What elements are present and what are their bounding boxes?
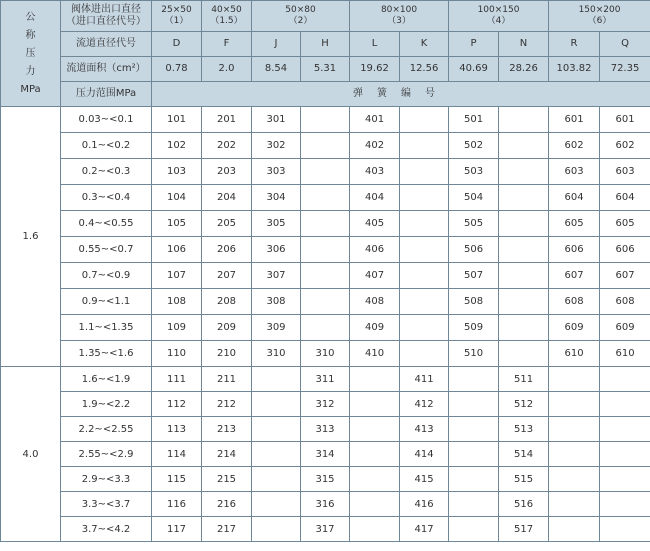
spring-number-cell: 311 <box>301 367 350 392</box>
spring-number-cell: 416 <box>400 492 449 517</box>
spring-number-cell: 409 <box>350 315 400 341</box>
spring-number-cell: 511 <box>499 367 549 392</box>
spring-number-cell <box>499 211 549 237</box>
pressure-range-cell: 2.55~<2.9 <box>61 442 152 467</box>
spring-number-cell: 508 <box>449 289 499 315</box>
spring-number-cell: 405 <box>350 211 400 237</box>
spring-number-cell <box>400 237 449 263</box>
flow-area: 72.35 <box>600 57 650 82</box>
spring-number-cell: 412 <box>400 392 449 417</box>
flow-code: H <box>301 32 350 57</box>
spring-number-cell: 210 <box>202 341 252 367</box>
pressure-range-cell: 0.03~<0.1 <box>61 107 152 133</box>
table-row <box>1 442 650 467</box>
table-row <box>1 159 650 185</box>
spring-number-cell: 510 <box>449 341 499 367</box>
spring-number-cell: 104 <box>152 185 202 211</box>
spring-number-cell: 515 <box>499 467 549 492</box>
spring-number-cell: 403 <box>350 159 400 185</box>
spring-number-cell <box>400 289 449 315</box>
spring-number-cell: 414 <box>400 442 449 467</box>
spring-number-cell <box>301 315 350 341</box>
spring-number-cell: 602 <box>549 133 600 159</box>
pressure-range-cell: 0.3~<0.4 <box>61 185 152 211</box>
pressure-range-cell: 3.7~<4.2 <box>61 517 152 542</box>
spring-number-cell <box>499 263 549 289</box>
spring-number-cell: 505 <box>449 211 499 237</box>
spring-number-cell: 602 <box>600 133 650 159</box>
nominal-pressure-value: 1.6 <box>1 107 61 367</box>
spring-number-cell <box>350 492 400 517</box>
spring-number-cell: 313 <box>301 417 350 442</box>
body-port-header: 阀体进出口直径 （进口直径代号） <box>61 1 152 32</box>
spring-number-cell: 606 <box>600 237 650 263</box>
spring-number-cell <box>549 442 600 467</box>
port-group-3: 80×100 （3） <box>350 1 449 32</box>
table-row <box>1 237 650 263</box>
spring-number-cell: 506 <box>449 237 499 263</box>
pressure-range-cell: 0.9~<1.1 <box>61 289 152 315</box>
spring-number-cell: 513 <box>499 417 549 442</box>
table-row <box>1 315 650 341</box>
pressure-range-cell: 1.1~<1.35 <box>61 315 152 341</box>
spring-number-cell <box>449 517 499 542</box>
table-row <box>1 392 650 417</box>
spring-number-cell: 202 <box>202 133 252 159</box>
flow-code: L <box>350 32 400 57</box>
flow-code: D <box>152 32 202 57</box>
spring-number-cell: 402 <box>350 133 400 159</box>
spring-number-cell: 306 <box>252 237 301 263</box>
spring-number-cell: 512 <box>499 392 549 417</box>
flow-code: K <box>400 32 449 57</box>
spring-number-cell: 507 <box>449 263 499 289</box>
spring-number-cell <box>400 107 449 133</box>
spring-number-cell: 514 <box>499 442 549 467</box>
spring-number-cell: 216 <box>202 492 252 517</box>
spring-number-cell <box>301 133 350 159</box>
spring-number-cell <box>600 492 650 517</box>
spring-number-cell <box>499 289 549 315</box>
spring-number-cell <box>549 517 600 542</box>
spring-number-cell <box>499 185 549 211</box>
spring-number-cell: 604 <box>549 185 600 211</box>
spring-number-cell: 116 <box>152 492 202 517</box>
spring-number-cell <box>400 211 449 237</box>
spring-number-label: 弹簧编号 <box>152 82 650 107</box>
pressure-range-cell: 1.9~<2.2 <box>61 392 152 417</box>
nominal-pressure-header: 公 称 压 力 MPa <box>1 1 61 107</box>
spring-number-cell: 317 <box>301 517 350 542</box>
spring-number-cell <box>350 467 400 492</box>
spring-number-cell <box>252 367 301 392</box>
spring-number-cell: 111 <box>152 367 202 392</box>
spring-number-cell: 208 <box>202 289 252 315</box>
spring-number-cell: 103 <box>152 159 202 185</box>
spring-number-cell: 605 <box>549 211 600 237</box>
table-row <box>1 185 650 211</box>
table-row <box>1 517 650 542</box>
spring-number-cell: 608 <box>549 289 600 315</box>
spring-number-cell: 112 <box>152 392 202 417</box>
spring-number-cell: 307 <box>252 263 301 289</box>
spring-number-cell: 203 <box>202 159 252 185</box>
flow-area-label: 流道面积（cm²） <box>61 57 152 82</box>
table-row <box>1 492 650 517</box>
spring-number-cell: 607 <box>549 263 600 289</box>
pressure-range-label: 压力范围MPa <box>61 82 152 107</box>
flow-area: 0.78 <box>152 57 202 82</box>
spring-number-cell <box>449 492 499 517</box>
spring-number-cell: 214 <box>202 442 252 467</box>
spring-number-cell <box>499 159 549 185</box>
pressure-range-cell: 2.2~<2.55 <box>61 417 152 442</box>
spring-number-cell <box>549 392 600 417</box>
spring-number-cell <box>350 392 400 417</box>
spring-number-cell: 609 <box>549 315 600 341</box>
spring-number-cell: 314 <box>301 442 350 467</box>
spring-number-cell <box>252 417 301 442</box>
spring-number-cell: 601 <box>600 107 650 133</box>
table-row <box>1 133 650 159</box>
flow-area: 8.54 <box>252 57 301 82</box>
spring-number-cell: 204 <box>202 185 252 211</box>
flow-code: J <box>252 32 301 57</box>
spring-number-cell: 102 <box>152 133 202 159</box>
table-row <box>1 417 650 442</box>
flow-area: 2.0 <box>202 57 252 82</box>
spring-number-cell <box>252 467 301 492</box>
spring-number-cell: 105 <box>152 211 202 237</box>
spring-number-cell: 110 <box>152 341 202 367</box>
table-body <box>1 107 650 542</box>
spring-number-cell: 217 <box>202 517 252 542</box>
port-group-2: 50×80 （2） <box>252 1 350 32</box>
flow-area: 12.56 <box>400 57 449 82</box>
spring-number-cell: 207 <box>202 263 252 289</box>
spring-number-cell: 503 <box>449 159 499 185</box>
spring-number-cell <box>301 289 350 315</box>
spring-number-cell: 604 <box>600 185 650 211</box>
pressure-range-cell: 0.2~<0.3 <box>61 159 152 185</box>
spring-number-cell <box>449 467 499 492</box>
spring-number-cell <box>252 517 301 542</box>
flow-area: 103.82 <box>549 57 600 82</box>
spring-number-cell <box>301 159 350 185</box>
spring-number-cell: 603 <box>600 159 650 185</box>
spring-number-cell <box>400 159 449 185</box>
spring-number-cell: 517 <box>499 517 549 542</box>
flow-code-label: 流道直径代号 <box>61 32 152 57</box>
spring-number-cell <box>549 367 600 392</box>
spring-number-cell: 212 <box>202 392 252 417</box>
spring-number-cell <box>350 367 400 392</box>
nominal-pressure-value: 4.0 <box>1 367 61 542</box>
spring-number-cell <box>301 107 350 133</box>
spring-number-cell: 305 <box>252 211 301 237</box>
spring-number-cell <box>252 492 301 517</box>
spring-number-cell: 501 <box>449 107 499 133</box>
spring-number-cell: 206 <box>202 237 252 263</box>
pressure-range-cell: 0.1~<0.2 <box>61 133 152 159</box>
spring-number-cell <box>499 341 549 367</box>
spring-number-cell: 413 <box>400 417 449 442</box>
table-row <box>1 211 650 237</box>
flow-code: R <box>549 32 600 57</box>
pressure-range-cell: 0.55~<0.7 <box>61 237 152 263</box>
spring-number-cell: 312 <box>301 392 350 417</box>
spring-number-cell <box>301 211 350 237</box>
spring-number-cell: 610 <box>549 341 600 367</box>
port-group-6: 150×200 （6） <box>549 1 650 32</box>
spring-number-cell: 213 <box>202 417 252 442</box>
spring-number-cell: 601 <box>549 107 600 133</box>
spring-number-cell: 315 <box>301 467 350 492</box>
spring-number-cell <box>400 263 449 289</box>
spring-number-cell: 417 <box>400 517 449 542</box>
spring-number-cell <box>350 442 400 467</box>
spring-number-cell: 504 <box>449 185 499 211</box>
spring-number-cell <box>549 417 600 442</box>
spring-number-cell: 106 <box>152 237 202 263</box>
spring-number-cell: 302 <box>252 133 301 159</box>
spring-number-cell: 304 <box>252 185 301 211</box>
spring-number-cell <box>350 517 400 542</box>
pressure-range-cell: 0.4~<0.55 <box>61 211 152 237</box>
spring-number-cell: 107 <box>152 263 202 289</box>
spring-number-cell: 516 <box>499 492 549 517</box>
spring-number-cell <box>600 467 650 492</box>
spring-number-cell <box>449 392 499 417</box>
spring-number-cell: 113 <box>152 417 202 442</box>
table-row <box>1 107 650 133</box>
spring-number-cell: 605 <box>600 211 650 237</box>
spring-number-cell: 509 <box>449 315 499 341</box>
flow-area: 19.62 <box>350 57 400 82</box>
table-row <box>1 263 650 289</box>
spring-number-cell: 201 <box>202 107 252 133</box>
spring-number-cell: 609 <box>600 315 650 341</box>
spring-number-cell <box>549 467 600 492</box>
spring-number-cell <box>600 367 650 392</box>
spring-number-cell: 209 <box>202 315 252 341</box>
spring-number-cell: 215 <box>202 467 252 492</box>
spring-number-cell: 316 <box>301 492 350 517</box>
spring-number-cell: 607 <box>600 263 650 289</box>
spring-number-cell: 205 <box>202 211 252 237</box>
flow-code: P <box>449 32 499 57</box>
spring-number-cell <box>499 107 549 133</box>
table-row <box>1 341 650 367</box>
spring-number-cell <box>400 341 449 367</box>
pressure-range-cell: 1.6~<1.9 <box>61 367 152 392</box>
spring-number-cell <box>252 442 301 467</box>
spring-number-cell: 606 <box>549 237 600 263</box>
spring-number-cell: 309 <box>252 315 301 341</box>
spring-number-cell <box>400 133 449 159</box>
spring-number-cell: 308 <box>252 289 301 315</box>
flow-area: 5.31 <box>301 57 350 82</box>
spring-number-cell <box>350 417 400 442</box>
spring-number-cell: 303 <box>252 159 301 185</box>
spring-number-cell <box>400 315 449 341</box>
spring-number-cell <box>499 237 549 263</box>
spring-number-cell <box>600 392 650 417</box>
spring-number-cell: 211 <box>202 367 252 392</box>
spring-number-cell: 408 <box>350 289 400 315</box>
spring-number-cell <box>600 442 650 467</box>
spring-number-cell: 415 <box>400 467 449 492</box>
spring-number-cell <box>600 517 650 542</box>
spring-number-cell: 310 <box>301 341 350 367</box>
table-row <box>1 467 650 492</box>
spring-number-cell: 410 <box>350 341 400 367</box>
spring-number-cell <box>301 263 350 289</box>
spring-number-cell: 404 <box>350 185 400 211</box>
pressure-range-cell: 0.7~<0.9 <box>61 263 152 289</box>
spring-number-cell: 301 <box>252 107 301 133</box>
flow-area: 28.26 <box>499 57 549 82</box>
table-row <box>1 367 650 392</box>
spring-number-cell <box>449 367 499 392</box>
pressure-range-cell: 1.35~<1.6 <box>61 341 152 367</box>
port-group-1-5: 40×50 （1.5） <box>202 1 252 32</box>
flow-code: N <box>499 32 549 57</box>
spring-number-cell <box>499 133 549 159</box>
spring-number-cell <box>252 392 301 417</box>
flow-code: F <box>202 32 252 57</box>
spring-number-cell: 109 <box>152 315 202 341</box>
spring-number-cell <box>449 442 499 467</box>
spring-number-cell: 610 <box>600 341 650 367</box>
spring-number-cell: 101 <box>152 107 202 133</box>
pressure-range-cell: 3.3~<3.7 <box>61 492 152 517</box>
spring-number-cell <box>301 237 350 263</box>
spring-number-cell: 115 <box>152 467 202 492</box>
spring-number-cell: 108 <box>152 289 202 315</box>
spring-number-cell <box>400 185 449 211</box>
port-group-4: 100×150 （4） <box>449 1 549 32</box>
port-group-1: 25×50 （1） <box>152 1 202 32</box>
spring-number-cell <box>449 417 499 442</box>
spring-number-cell: 401 <box>350 107 400 133</box>
spring-number-cell: 117 <box>152 517 202 542</box>
table-row <box>1 289 650 315</box>
pressure-range-cell: 2.9~<3.3 <box>61 467 152 492</box>
spring-number-cell: 310 <box>252 341 301 367</box>
spring-number-cell: 603 <box>549 159 600 185</box>
spring-number-cell: 407 <box>350 263 400 289</box>
flow-area: 40.69 <box>449 57 499 82</box>
spring-number-cell: 502 <box>449 133 499 159</box>
spring-number-cell <box>549 492 600 517</box>
spring-number-cell <box>301 185 350 211</box>
spring-number-cell <box>499 315 549 341</box>
spring-number-cell: 411 <box>400 367 449 392</box>
spring-number-cell <box>600 417 650 442</box>
spring-number-cell: 114 <box>152 442 202 467</box>
spring-number-cell: 406 <box>350 237 400 263</box>
spring-number-cell: 608 <box>600 289 650 315</box>
flow-code: Q <box>600 32 650 57</box>
